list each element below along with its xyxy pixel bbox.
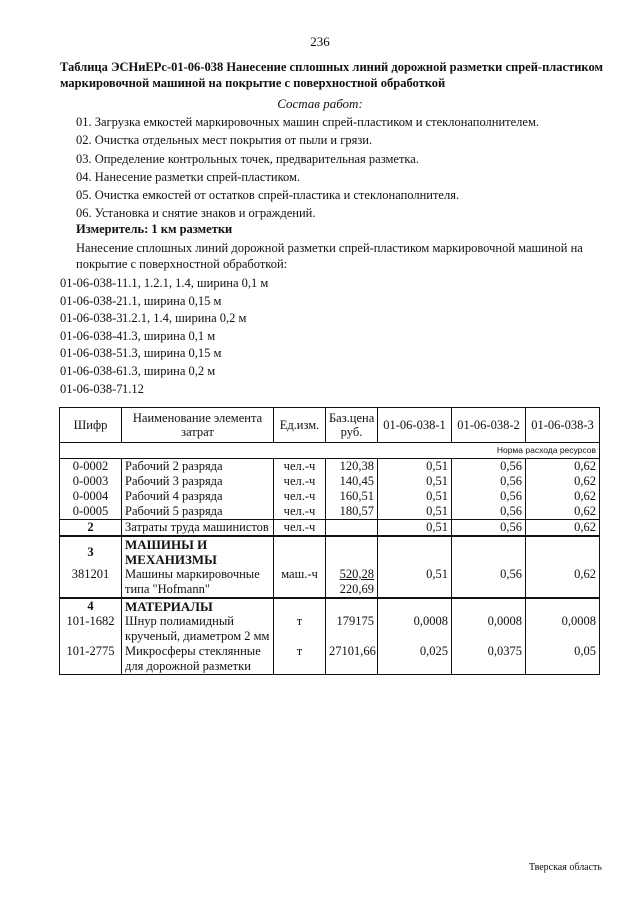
norm-label: Норма расхода ресурсов: [60, 443, 600, 459]
variant-text: 1.1, ширина 0,15 м: [122, 293, 222, 308]
table-row: [60, 644, 600, 675]
variant-code: 01-06-038-5: [60, 346, 123, 361]
table-row: [60, 459, 600, 475]
header-unit: Ед.изм.: [274, 408, 326, 443]
variant-text: 1.12: [122, 381, 144, 396]
cell-unit: чел.-ч: [274, 474, 326, 489]
table-header-row: [60, 408, 600, 443]
variant-code: 01-06-038-2: [60, 293, 123, 308]
cell-code: 0-0005: [60, 504, 122, 520]
footer-region: Тверская область: [528, 862, 602, 873]
cell-v3: [526, 536, 600, 567]
page-number: 236: [310, 34, 330, 49]
cell-unit: т: [274, 644, 326, 675]
cell-unit: [274, 536, 326, 567]
cell-v2: 0,56: [452, 520, 526, 537]
variant-code: 01-06-038-4: [60, 328, 123, 343]
work-item: 02. Очистка отдельных мест покрытия от пыли и грязи.: [76, 133, 373, 148]
cell-v3: 0,05: [526, 644, 600, 675]
cell-price: 160,51: [326, 489, 378, 504]
cell-unit: т: [274, 614, 326, 644]
variant-text: 1.2.1, 1.4, ширина 0,2 м: [122, 311, 247, 326]
cell-unit: чел.-ч: [274, 520, 326, 537]
works-list: [76, 113, 616, 223]
cell-v1: 0,51: [378, 504, 452, 520]
works-heading: Состав работ:: [277, 96, 363, 111]
cell-name: Рабочий 4 разряда: [122, 489, 274, 504]
cell-v3: 0,62: [526, 489, 600, 504]
cell-v2: 0,56: [452, 459, 526, 475]
cell-v1: 0,025: [378, 644, 452, 675]
variant-item: [60, 310, 268, 328]
cell-code: 0-0002: [60, 459, 122, 475]
work-item: 03. Определение контрольных точек, предварительная разметка.: [76, 151, 419, 166]
cell-v2: 0,56: [452, 504, 526, 520]
cell-v2: 0,56: [452, 567, 526, 598]
cell-price: [326, 567, 378, 598]
cell-price: [326, 536, 378, 567]
variant-code: 01-06-038-3: [60, 311, 123, 326]
table-row: [60, 474, 600, 489]
cell-price: [326, 520, 378, 537]
header-code: Шифр: [60, 408, 122, 443]
variant-item: [60, 363, 268, 381]
cell-name: Затраты труда машинистов: [122, 520, 274, 537]
header-price: Баз.цена руб.: [326, 408, 378, 443]
header-variant-3: 01-06-038-3: [526, 408, 600, 443]
cell-name: Рабочий 5 разряда: [122, 504, 274, 520]
cell-v1: 0,51: [378, 489, 452, 504]
cell-v3: 0,62: [526, 504, 600, 520]
cell-v1: 0,51: [378, 520, 452, 537]
cell-v2: 0,0375: [452, 644, 526, 675]
variant-code: 01-06-038-1: [60, 276, 123, 290]
cell-unit: чел.-ч: [274, 489, 326, 504]
cell-v1: 0,0008: [378, 614, 452, 644]
cell-v1: [378, 536, 452, 567]
cell-price: 179175: [326, 614, 378, 644]
section-heading-row: [60, 598, 600, 614]
cell-unit: [274, 598, 326, 614]
variant-item: [60, 328, 268, 346]
price-top: 520,28: [339, 567, 374, 581]
cell-unit: чел.-ч: [274, 504, 326, 520]
cell-price: 120,38: [326, 459, 378, 475]
cell-code: 101-2775: [60, 644, 122, 675]
cell-price: 27101,66: [326, 644, 378, 675]
variant-text: 1.3, ширина 0,2 м: [122, 363, 216, 378]
cell-code: 381201: [60, 567, 122, 598]
table-row: [60, 520, 600, 537]
header-name: Наименование элемента затрат: [122, 408, 274, 443]
measure-unit: Измеритель: 1 км разметки: [76, 222, 233, 236]
cell-code: 101-1682: [60, 614, 122, 644]
cell-v1: 0,51: [378, 474, 452, 489]
cell-code: 3: [60, 536, 122, 567]
table-row: [60, 567, 600, 598]
variant-item: [60, 345, 268, 363]
variant-item: [60, 293, 268, 311]
cell-name: Рабочий 2 разряда: [122, 459, 274, 475]
cell-v3: 0,62: [526, 567, 600, 598]
section-heading: МАШИНЫ И МЕХАНИЗМЫ: [122, 536, 274, 567]
cell-unit: чел.-ч: [274, 459, 326, 475]
work-item: 06. Установка и снятие знаков и ограждений.: [76, 206, 316, 221]
variants-list: [60, 275, 268, 398]
work-item: 05. Очистка емкостей от остатков спрей-пластика и стеклонаполнителя.: [76, 188, 460, 203]
cell-v3: 0,62: [526, 520, 600, 537]
cell-code: 0-0003: [60, 474, 122, 489]
cell-v2: 0,56: [452, 474, 526, 489]
cell-price: 180,57: [326, 504, 378, 520]
description: Нанесение сплошных линий дорожной разметки спрей-пластиком маркировочной машиной на покрытие с поверхностной обработкой:: [76, 241, 583, 271]
header-variant-1: 01-06-038-1: [378, 408, 452, 443]
cell-v3: 0,62: [526, 474, 600, 489]
section-heading-row: [60, 536, 600, 567]
cell-price: [326, 598, 378, 614]
work-item: 01. Загрузка емкостей маркировочных машин спрей-пластиком и стеклонаполнителем.: [76, 115, 540, 129]
cell-v1: 0,51: [378, 567, 452, 598]
price-bottom: 220,69: [339, 582, 374, 596]
cell-price: 140,45: [326, 474, 378, 489]
cell-code: 2: [60, 520, 122, 537]
cell-v1: 0,51: [378, 459, 452, 475]
cell-name: Машины маркировочные типа "Hofmann": [122, 567, 274, 598]
cell-name: Рабочий 3 разряда: [122, 474, 274, 489]
cell-v2: 0,56: [452, 489, 526, 504]
variant-item: [60, 275, 268, 293]
table-row: [60, 489, 600, 504]
cell-v2: [452, 536, 526, 567]
norm-label-row: [60, 443, 600, 459]
cell-v2: [452, 598, 526, 614]
cell-v3: [526, 598, 600, 614]
variant-code: 01-06-038-7: [60, 381, 123, 396]
cell-code: 4: [60, 598, 122, 614]
cell-name: Шнур полиамидный крученый, диаметром 2 мм: [122, 614, 274, 644]
table-row: [60, 614, 600, 644]
variant-code: 01-06-038-6: [60, 363, 123, 378]
cell-v1: [378, 598, 452, 614]
work-item: 04. Нанесение разметки спрей-пластиком.: [76, 169, 301, 184]
table-title: Таблица ЭСНиЕРс-01-06-038 Нанесение сплошных линий дорожной разметки спрей-пластиком маркировочной машиной на покрытие с поверхностной обработкой: [60, 60, 603, 90]
cell-unit: маш.-ч: [274, 567, 326, 598]
variant-text: 1.3, ширина 0,1 м: [122, 328, 216, 343]
header-variant-2: 01-06-038-2: [452, 408, 526, 443]
section-heading: МАТЕРИАЛЫ: [122, 598, 274, 614]
variant-item: [60, 381, 268, 399]
cell-v3: 0,62: [526, 459, 600, 475]
cell-code: 0-0004: [60, 489, 122, 504]
cell-v3: 0,0008: [526, 614, 600, 644]
resource-table: [59, 407, 600, 675]
cell-name: Микросферы стеклянные для дорожной разметки: [122, 644, 274, 675]
table-row: [60, 504, 600, 520]
cell-v2: 0,0008: [452, 614, 526, 644]
variant-text: 1.3, ширина 0,15 м: [122, 346, 222, 361]
variant-text: 1.1, 1.2.1, 1.4, ширина 0,1 м: [122, 276, 269, 290]
